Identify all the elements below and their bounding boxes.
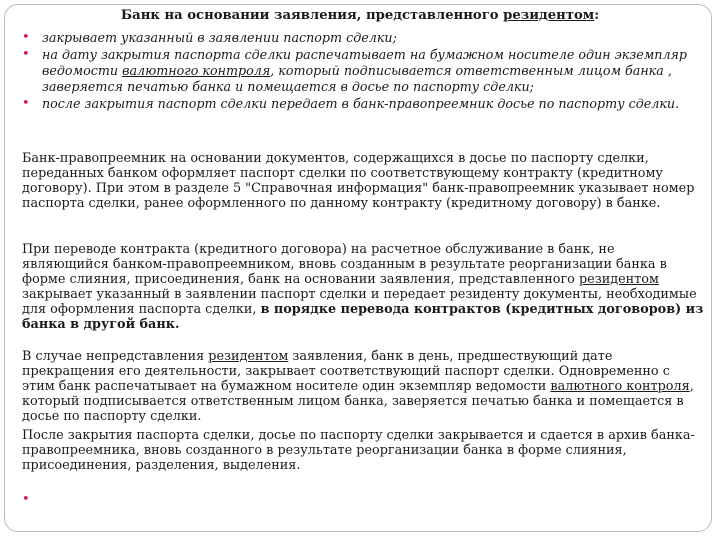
bullet-icon: •	[22, 47, 30, 62]
bullet-list	[22, 30, 712, 113]
link-currency-control[interactable]: валютного контроля	[550, 379, 690, 394]
bullet-icon: •	[22, 96, 30, 111]
paragraph-text: заявления, банк в день, предшествующий дате прекращения его деятельности, закрывает соответствующий паспорт сделки. Одновременно с этим банк распечатывает на бумажном носителе один экземпляр ведомости	[22, 349, 670, 394]
paragraph-successor-bank: Банк-правопреемник на основании документов, содержащихся в досье по паспорту сделки, переданных банком оформляет паспорт сделки по соответствующему контракту (кредитному договору). При этом в разделе 5 "Справочная информация" банк-правопреемник указывает номер паспорта сделки, ранее оформленного по данному контракту (кредитному договору) в банке.	[22, 151, 695, 211]
bullet-item-transfer-dossier	[22, 96, 712, 112]
bullet-text-cont: , который подписывается ответственным лицом банка , заверяется печатью банка и помещается в досье по паспорту сделки;	[42, 63, 672, 94]
empty-bullet-icon: •	[22, 492, 30, 507]
paragraph-contract-transfer	[22, 242, 704, 332]
heading-text: Банк на основании заявления, представленного	[120, 8, 504, 23]
link-resident[interactable]: резидентом	[578, 272, 659, 287]
bullet-icon: •	[22, 30, 30, 45]
bullet-text: закрывает указанный в заявлении паспорт сделки;	[42, 30, 397, 45]
paragraph-text: При переводе контракта (кредитного договора) на расчетное обслуживание в банк, не являющийся банком-правопреемником, вновь созданным в результате реорганизации банка в форме слияния, присоединения, банк на основании заявления, представленного	[22, 242, 667, 287]
bullet-text: на дату закрытия паспорта сделки распечатывает на бумажном носителе один экземпляр ведомости	[42, 47, 688, 78]
link-resident[interactable]: резидентом	[208, 349, 289, 364]
paragraph-text: , который подписывается ответственным лицом банка, заверяется печатью банка и помещается в досье по паспорту сделки.	[22, 379, 694, 424]
paragraph-archive: После закрытия паспорта сделки, досье по паспорту сделки закрывается и сдается в архив банка-правопреемника, вновь созданного в результате реорганизации банка в форме слияния, присоединения, разделения, выделения.	[22, 428, 695, 473]
paragraph-text: закрывает указанный в заявлении паспорт сделки и передает резиденту документы, необходимые для оформления паспорта сделки,	[22, 287, 697, 317]
heading-link-resident[interactable]: резидентом	[503, 8, 595, 23]
bullet-text: после закрытия паспорт сделки передает в банк-правопреемник досье по паспорту сделки.	[42, 96, 680, 111]
paragraph-no-application	[22, 349, 704, 424]
slide-heading	[0, 8, 720, 24]
heading-colon: :	[594, 8, 600, 23]
bullet-item-close-passport	[22, 30, 712, 46]
paragraph-bold-text: в порядке перевода контрактов (кредитных договоров) из банка в другой банк.	[22, 302, 704, 332]
bullet-item-print-statement	[22, 47, 712, 95]
paragraph-text: В случае непредставления	[22, 349, 209, 364]
link-currency-control[interactable]: валютного контроля	[122, 63, 271, 78]
